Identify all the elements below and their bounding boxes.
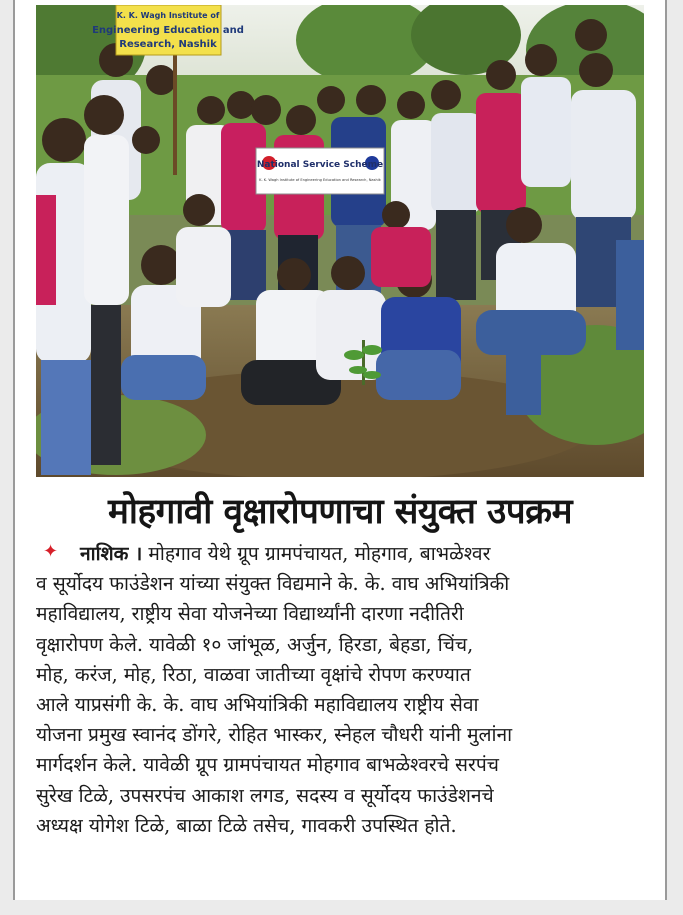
nss-title: National Service Scheme bbox=[256, 160, 384, 170]
news-photo bbox=[36, 5, 644, 477]
article-line-text: मोहगाव येथे ग्रूप ग्रामपंचायत, मोहगाव, बाभळेश्वर bbox=[142, 542, 491, 565]
star-icon: ✦ bbox=[43, 541, 59, 562]
article-line: आले याप्रसंगी के. के. वाघ अभियांत्रिकी महाविद्यालय राष्ट्रीय सेवा bbox=[36, 693, 479, 717]
nss-banner bbox=[256, 148, 384, 194]
article-headline: मोहगावी वृक्षारोपणाचा संयुक्त उपक्रम bbox=[107, 492, 572, 532]
article-line: व सूर्योदय फाउंडेशन यांच्या संयुक्त विद्यमाने के. के. वाघ अभियांत्रिकी bbox=[36, 572, 510, 596]
article-line bbox=[36, 539, 646, 569]
article-line: वृक्षारोपण केले. यावेळी १० जांभूळ, अर्जुन, हिरडा, बेहडा, चिंच, bbox=[36, 632, 474, 656]
article-body bbox=[36, 539, 646, 841]
photo-illustration bbox=[36, 5, 644, 477]
dateline: नाशिक । bbox=[80, 542, 143, 565]
article-line: मार्गदर्शन केले. यावेळी ग्रूप ग्रामपंचायत मोहगाव बाभळेश्वरचे सरपंच bbox=[36, 753, 499, 777]
sign-line-1: K. K. Wagh Institute of bbox=[116, 11, 220, 20]
sign-line-2: Engineering Education and bbox=[92, 25, 244, 36]
nss-subtitle: K. K. Wagh Institute of Engineering Education and Research, Nashik bbox=[259, 178, 381, 182]
article-line: सुरेख टिळे, उपसरपंच आकाश लगड, सदस्य व सूर्योदय फाउंडेशनचे bbox=[36, 783, 494, 807]
article-line: महाविद्यालय, राष्ट्रीय सेवा योजनेच्या विद्यार्थ्यांनी दारणा नदीतिरी bbox=[36, 602, 464, 626]
sign-line-3: Research, Nashik bbox=[119, 39, 217, 50]
article-line: योजना प्रमुख स्वानंद डोंगरे, रोहित भास्कर, स्नेहल चौधरी यांनी मुलांना bbox=[36, 723, 513, 747]
article-line: मोह, करंज, मोह, रिठा, वाळवा जातीच्या वृक्षांचे रोपण करण्यात bbox=[36, 662, 471, 686]
article-line: अध्यक्ष योगेश टिळे, बाळा टिळे तसेच, गावकरी उपस्थित होते. bbox=[36, 813, 457, 837]
